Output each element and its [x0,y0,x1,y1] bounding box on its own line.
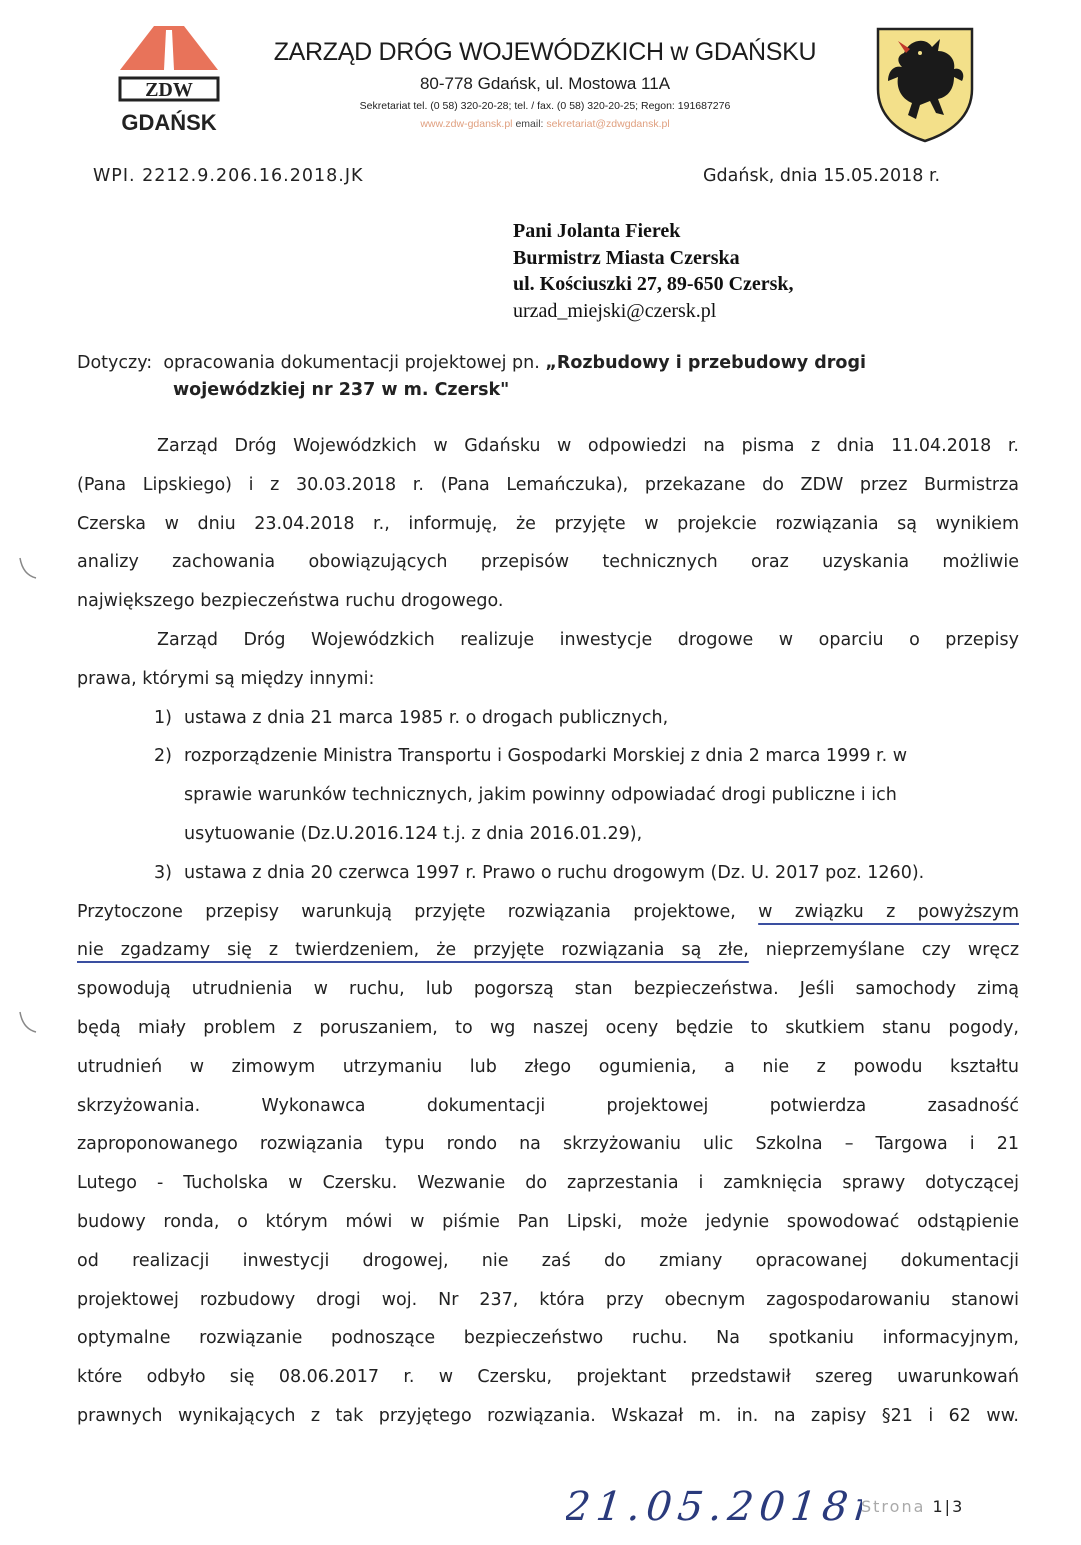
page-separator: | [944,1497,953,1516]
body-line: będą miały problem z poruszaniem, to wg naszej oceny będzie to skutkiem stanu pogody, [77,1017,1019,1038]
body-line: Czerska w dniu 23.04.2018 r., informuję, że przyjęte w projekcie rozwiązania są wynikiem [77,513,1019,534]
org-address: 80-778 Gdańsk, ul. Mostowa 11A [419,74,671,93]
body-line: prawnych wynikających z tak przyjętego rozwiązania. Wskazał m. in. na zapisy §21 i 62 ww. [77,1405,1019,1426]
org-contact: Sekretariat tel. (0 58) 320-20-28; tel. / fax. (0 58) 320-20-25; Regon: 191687276 [359,100,731,112]
logo-text: ZDW [145,79,193,101]
received-date: 21.05.2018r. [566,1484,862,1530]
body-line: największego bezpieczeństwa ruchu drogowego. [77,591,504,612]
body-text: Przytoczone przepisy warunkują przyjęte rozwiązania projektowe, [77,901,759,922]
list-text [184,737,1019,853]
list-item [77,854,1019,893]
body-line: Zarząd Dróg Wojewódzkich realizuje inwestycje drogowe w oparciu o przepisy [157,629,1019,650]
logo-city: GDAŃSK [121,110,217,135]
list-number: 2) [154,746,172,767]
list-text: ustawa z dnia 21 marca 1985 r. o drogach publicznych, [184,707,669,728]
letter-date: Gdańsk, dnia 15.05.2018 r. [703,166,941,186]
body-line [77,931,1019,970]
margin-mark [18,1010,38,1034]
page-current: 1 [932,1497,945,1516]
list-text: ustawa z dnia 20 czerwca 1997 r. Prawo o ruchu drogowym (Dz. U. 2017 poz. 1260). [184,862,925,883]
list-line: rozporządzenie Ministra Transportu i Gospodarki Morskiej z dnia 2 marca 1999 r. w [184,746,908,767]
recipient-email: urzad_miejski@czersk.pl [513,299,717,322]
zdw-logo [108,22,230,138]
subject [77,350,987,404]
reference-number: WPI. 2212.9.206.16.2018.JK [93,166,364,186]
subject-label: Dotyczy: [77,353,153,373]
body-line: spowodują utrudnienia w ruchu, lub pogorszą stan bezpieczeństwa. Jeśli samochody zimą [77,979,1019,1000]
page-number [861,1497,964,1516]
griffin-crest-icon [874,25,976,143]
body-line: od realizacji inwestycji drogowej, nie zaś do zmiany opracowanej dokumentacji [77,1250,1019,1271]
body-line: projektowej rozbudowy drogi woj. Nr 237, która przy obecnym zagospodarowaniu stanowi [77,1289,1019,1310]
recipient-title: Burmistrz Miasta Czerska [513,246,740,269]
margin-mark [18,556,38,580]
letter-body [77,427,1019,1436]
recipient-street: ul. Kościuszki 27, 89-650 Czersk, [513,273,794,295]
body-line: prawa, którymi są między innymi: [77,668,375,689]
body-text: nieprzemyślane czy wręcz [748,940,1019,961]
email-label: email: [515,118,544,130]
list-item [77,699,1019,738]
list-number: 3) [154,862,172,883]
subject-text: opracowania dokumentacji projektowej pn. [163,353,540,373]
underlined-text: nie zgadzamy się z twierdzeniem, że przyjęte rozwiązania są złe, [77,940,749,961]
recipient-name: Pani Jolanta Fierek [513,220,681,242]
body-line: analizy zachowania obowiązujących przepisów technicznych oraz uzyskania możliwie [77,552,1019,573]
body-line: (Pana Lipskiego) i z 30.03.2018 r. (Pana Lemańczuka), przekazane do ZDW przez Burmistrza [77,474,1019,495]
body-line: utrudnień w zimowym utrzymaniu lub złego ogumienia, a nie z powodu kształtu [77,1056,1019,1077]
email-link[interactable]: sekretariat@zdwgdansk.pl [546,118,670,130]
body-line: Lutego - Tucholska w Czersku. Wezwanie do zaprzestania i zamknięcia sprawy dotyczącej [77,1173,1019,1194]
underlined-text: w związku z powyższym [758,901,1019,922]
recipient-block [513,218,794,324]
page-label: Strona [861,1497,926,1516]
received-date-stamp [566,1476,862,1534]
body-line: optymalne rozwiązanie podnoszące bezpieczeństwo ruchu. Na spotkaniu informacyjnym, [77,1328,1019,1349]
body-line: zaproponowanego rozwiązania typu rondo na skrzyżowaniu ulic Szkolna – Targowa i 21 [77,1134,1019,1155]
list-line: sprawie warunków technicznych, jakim powinny odpowiadać drogi publiczne i ich [184,785,897,806]
list-number: 1) [154,707,172,728]
website-link[interactable]: www.zdw-gdansk.pl [420,118,513,130]
org-name: ZARZĄD DRÓG WOJEWÓDZKICH w GDAŃSKU [273,38,817,66]
page-total: 3 [952,1497,965,1516]
subject-title-line1: „Rozbudowy i przebudowy drogi [545,353,866,373]
body-line [77,893,1019,932]
body-line: skrzyżowania. Wykonawca dokumentacji projektowej potwierdza zasadność [77,1095,1019,1116]
list-item [77,737,1019,853]
org-header [250,38,840,94]
body-line: budowy ronda, o którym mówi w piśmie Pan Lipski, może jedynie spowodować odstąpienie [77,1211,1019,1232]
body-line: Zarząd Dróg Wojewódzkich w Gdańsku w odpowiedzi na pisma z dnia 11.04.2018 r. [157,436,1019,456]
org-web [250,118,840,130]
body-line: które odbyło się 08.06.2017 r. w Czersku, projektant przedstawił szereg uwarunkowań [77,1367,1019,1388]
list-line: usytuowanie (Dz.U.2016.124 t.j. z dnia 2016.01.29), [184,823,643,844]
subject-title-line2: wojewódzkiej nr 237 w m. Czersk" [173,380,510,400]
